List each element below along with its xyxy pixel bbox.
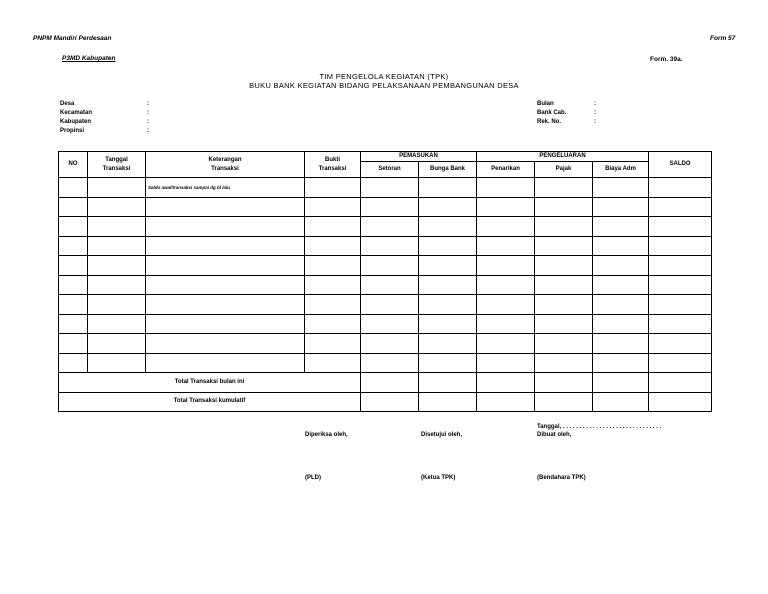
info-label-kecamatan: Kecamatan	[60, 110, 93, 116]
table-cell[interactable]	[305, 353, 361, 373]
table-cell[interactable]	[477, 178, 535, 198]
table-cell[interactable]	[593, 353, 649, 373]
document-title: TIM PENGELOLA KEGIATAN (TPK)	[319, 72, 449, 81]
table-cell[interactable]	[88, 236, 146, 256]
group-pemasukan-header: PEMASUKAN	[361, 152, 477, 162]
table-cell[interactable]	[146, 217, 305, 237]
table-cell[interactable]	[361, 236, 419, 256]
col-tanggal-line2: Transaksi	[102, 165, 131, 172]
table-cell[interactable]	[649, 197, 712, 217]
table-row	[59, 256, 712, 276]
info-label-propinsi: Propinsi	[60, 128, 85, 134]
signatory-bendahara-tpk: (Bendahara TPK)	[537, 475, 586, 481]
table-cell[interactable]	[361, 197, 419, 217]
total-month-row	[59, 373, 712, 393]
table-cell[interactable]	[305, 178, 361, 198]
total-cumulative-row	[59, 392, 712, 412]
table-cell[interactable]	[477, 353, 535, 373]
table-cell[interactable]	[419, 373, 477, 393]
info-label-bulan: Bulan	[537, 101, 554, 107]
table-cell[interactable]	[535, 256, 593, 276]
table-cell[interactable]	[419, 295, 477, 315]
table-cell[interactable]	[146, 353, 305, 373]
table-cell[interactable]	[535, 295, 593, 315]
made-by-label: Dibuat oleh,	[537, 432, 572, 438]
header-row-1	[59, 152, 712, 162]
bank-ledger-table	[58, 151, 712, 412]
table-cell[interactable]	[59, 353, 88, 373]
info-label-desa: Desa	[60, 101, 75, 107]
table-cell[interactable]	[593, 392, 649, 412]
table-cell[interactable]	[59, 314, 88, 334]
table-cell[interactable]	[593, 295, 649, 315]
table-cell[interactable]	[419, 353, 477, 373]
table-cell[interactable]	[88, 334, 146, 354]
table-cell[interactable]	[477, 334, 535, 354]
table-cell[interactable]	[88, 275, 146, 295]
table-cell[interactable]	[477, 373, 535, 393]
table-cell[interactable]	[59, 178, 88, 198]
info-value-bank-cab: :	[594, 110, 596, 116]
info-value-rek-no: :	[594, 119, 596, 125]
table-cell[interactable]	[305, 256, 361, 276]
table-cell[interactable]	[419, 256, 477, 276]
col-no-header: NO	[59, 152, 88, 178]
table-cell[interactable]	[146, 314, 305, 334]
table-cell[interactable]	[477, 256, 535, 276]
table-cell[interactable]	[649, 314, 712, 334]
table-cell[interactable]	[59, 197, 88, 217]
table-row	[59, 217, 712, 237]
table-cell[interactable]	[477, 392, 535, 412]
table-cell[interactable]	[477, 197, 535, 217]
table-cell[interactable]	[59, 217, 88, 237]
table-cell[interactable]	[305, 295, 361, 315]
table-cell[interactable]	[419, 275, 477, 295]
table-cell[interactable]	[419, 314, 477, 334]
table-cell[interactable]	[477, 236, 535, 256]
table-cell[interactable]	[535, 392, 593, 412]
table-cell[interactable]	[535, 178, 593, 198]
table-cell[interactable]	[649, 334, 712, 354]
table-cell[interactable]	[146, 334, 305, 354]
col-keterangan-header	[146, 152, 305, 178]
date-line: Tanggal, . . . . . . . . . . . . . . . . . . . . . . . . . . . . . .	[537, 424, 662, 430]
col-tanggal-line1: Tanggal	[105, 156, 128, 163]
table-cell[interactable]	[361, 314, 419, 334]
info-label-bank-cab: Bank Cab.	[537, 110, 567, 116]
table-cell[interactable]	[477, 314, 535, 334]
col-bukti-line1: Bukti	[325, 156, 340, 163]
table-cell[interactable]	[419, 178, 477, 198]
table-cell[interactable]	[361, 392, 419, 412]
table-cell[interactable]	[649, 275, 712, 295]
table-cell[interactable]	[305, 334, 361, 354]
col-saldo-header: SALDO	[649, 152, 712, 178]
sub-bunga-header: Bunga Bank	[419, 162, 477, 178]
table-row	[59, 236, 712, 256]
info-value-kabupaten: :	[147, 119, 149, 125]
form-code: Form 57	[710, 35, 736, 42]
table-cell[interactable]	[649, 295, 712, 315]
table-cell[interactable]	[593, 217, 649, 237]
table-cell[interactable]	[535, 334, 593, 354]
signatory-pld: (PLD)	[305, 475, 321, 481]
sub-biaya-header: Biaya Adm	[593, 162, 649, 178]
table-cell[interactable]	[59, 256, 88, 276]
table-cell[interactable]	[59, 295, 88, 315]
info-value-propinsi: :	[147, 128, 149, 134]
table-cell[interactable]	[419, 392, 477, 412]
form-number: Form. 39a.	[650, 56, 683, 63]
table-cell[interactable]	[146, 256, 305, 276]
table-cell[interactable]	[535, 353, 593, 373]
table-cell[interactable]	[477, 275, 535, 295]
document-subtitle: BUKU BANK KEGIATAN BIDANG PELAKSANAAN PEMBANGUNAN DESA	[249, 81, 519, 90]
table-row	[59, 334, 712, 354]
table-cell[interactable]	[88, 197, 146, 217]
table-cell[interactable]	[535, 275, 593, 295]
table-cell[interactable]	[593, 178, 649, 198]
info-label-kabupaten: Kabupaten	[60, 119, 92, 125]
total-month-label: Total Transaksi bulan ini	[59, 373, 361, 393]
signatory-ketua-tpk: (Ketua TPK)	[421, 475, 456, 481]
program-name: PNPM Mandiri Perdesaan	[33, 35, 112, 42]
col-keterangan-line2: Transaksi	[211, 165, 239, 172]
table-cell[interactable]	[649, 236, 712, 256]
checked-by-label: Diperiksa oleh,	[305, 432, 348, 438]
table-cell[interactable]	[361, 334, 419, 354]
table-cell[interactable]	[146, 275, 305, 295]
table-cell[interactable]	[535, 217, 593, 237]
table-cell[interactable]	[419, 197, 477, 217]
table-cell[interactable]	[88, 178, 146, 198]
office-label: P3MD Kabupaten	[62, 55, 116, 62]
table-cell[interactable]	[593, 256, 649, 276]
table-cell[interactable]	[146, 197, 305, 217]
table-cell[interactable]	[535, 373, 593, 393]
col-keterangan-line1: Keterangan	[208, 156, 242, 163]
info-value-desa: :	[147, 101, 149, 107]
table-cell[interactable]	[361, 295, 419, 315]
table-row	[59, 314, 712, 334]
col-bukti-line2: Transaksi	[318, 165, 347, 172]
table-cell[interactable]	[419, 334, 477, 354]
total-cumulative-label: Total Transaksi kumulatif	[59, 392, 361, 412]
sub-penarikan-header: Penarikan	[477, 162, 535, 178]
table-cell[interactable]	[419, 236, 477, 256]
info-value-bulan: :	[594, 101, 596, 107]
approved-by-label: Disetujui oleh,	[421, 432, 463, 438]
sub-setoran-header: Setoran	[361, 162, 419, 178]
table-cell[interactable]	[88, 217, 146, 237]
table-cell[interactable]	[535, 236, 593, 256]
info-value-kecamatan: :	[147, 110, 149, 116]
table-cell[interactable]	[88, 295, 146, 315]
table-cell[interactable]	[649, 217, 712, 237]
table-cell[interactable]	[59, 334, 88, 354]
table-row	[59, 275, 712, 295]
table-row	[59, 178, 712, 198]
group-pengeluaran-header: PENGELUARAN	[477, 152, 649, 162]
table-cell[interactable]	[535, 197, 593, 217]
table-cell[interactable]	[305, 275, 361, 295]
table-cell[interactable]	[593, 197, 649, 217]
col-tanggal-header	[88, 152, 146, 178]
col-bukti-header	[305, 152, 361, 178]
table-cell[interactable]	[477, 295, 535, 315]
info-label-rek-no: Rek. No.	[537, 119, 562, 125]
table-cell[interactable]	[146, 236, 305, 256]
table-cell[interactable]	[361, 217, 419, 237]
table-cell[interactable]	[305, 197, 361, 217]
table-cell[interactable]	[88, 314, 146, 334]
table-cell[interactable]	[59, 236, 88, 256]
table-cell[interactable]	[649, 256, 712, 276]
table-row	[59, 197, 712, 217]
sub-pajak-header: Pajak	[535, 162, 593, 178]
table-cell[interactable]	[535, 314, 593, 334]
table-cell[interactable]	[361, 275, 419, 295]
table-cell[interactable]	[305, 314, 361, 334]
table-cell[interactable]	[593, 373, 649, 393]
table-cell[interactable]	[305, 217, 361, 237]
table-row	[59, 353, 712, 373]
table-cell[interactable]	[305, 236, 361, 256]
table-cell[interactable]	[146, 295, 305, 315]
table-cell[interactable]	[593, 334, 649, 354]
table-cell[interactable]	[361, 353, 419, 373]
table-cell[interactable]	[593, 236, 649, 256]
table-cell[interactable]	[649, 373, 712, 393]
table-cell[interactable]	[88, 353, 146, 373]
table-cell[interactable]	[361, 373, 419, 393]
table-cell[interactable]	[649, 392, 712, 412]
opening-balance-note[interactable]: Saldo awal/transaksi sampai dg bl lalu	[146, 178, 305, 198]
table-row	[59, 295, 712, 315]
table-cell[interactable]	[477, 217, 535, 237]
table-cell[interactable]	[419, 217, 477, 237]
table-cell[interactable]	[593, 314, 649, 334]
table-cell[interactable]	[649, 353, 712, 373]
table-cell[interactable]	[361, 256, 419, 276]
table-cell[interactable]	[59, 275, 88, 295]
table-cell[interactable]	[88, 256, 146, 276]
table-cell[interactable]	[361, 178, 419, 198]
table-cell[interactable]	[649, 178, 712, 198]
table-cell[interactable]	[593, 275, 649, 295]
